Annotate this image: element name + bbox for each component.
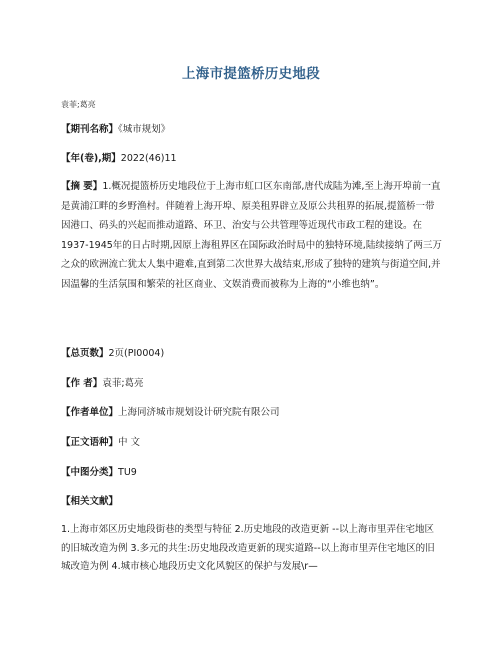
journal-field <box>61 120 442 140</box>
related-label: 【相关文献】 <box>61 496 119 507</box>
abstract-field <box>61 177 442 295</box>
affiliation-label: 【作者单位】 <box>61 407 119 418</box>
author-label: 【作 者】 <box>61 378 103 389</box>
related-heading <box>61 492 442 512</box>
author-value: 袁菲;葛亮 <box>102 378 144 389</box>
language-field <box>61 433 442 453</box>
pages-value: 2页(PI0004) <box>108 348 165 359</box>
journal-value: 《城市规划》 <box>118 124 171 135</box>
language-label: 【正文语种】 <box>61 437 119 448</box>
language-value: 中 文 <box>118 437 141 448</box>
classification-field <box>61 463 442 483</box>
related-references: 1.上海市郊区历史地段街巷的类型与特征 2.历史地段的改造更新 --以上海市里弄住宅地区的旧城改造为例 3.多元的共生:历史地段改造更新的现实道路--以上海市里弄住宅地区的旧城改造为例 4.城市核心地段历史文化风貌区的保护与发展\r— <box>61 524 435 572</box>
year-issue-value: 2022(46)11 <box>120 153 177 164</box>
classification-value: TU9 <box>118 467 137 478</box>
abstract-label: 【摘 要】 <box>61 181 103 192</box>
affiliation-value: 上海同济城市规划设计研究院有限公司 <box>118 407 280 418</box>
classification-label: 【中图分类】 <box>61 467 119 478</box>
journal-label: 【期刊名称】 <box>61 124 119 135</box>
author-field <box>61 374 442 394</box>
authors-line: 袁菲;葛亮 <box>61 100 96 109</box>
pages-field <box>61 344 442 364</box>
affiliation-field <box>61 403 442 423</box>
abstract-text: 1.概况提篮桥历史地段位于上海市虹口区东南部,唐代成陆为滩,至上海开埠前一直是黄浦江畔的乡野渔村。伴随着上海开埠、原美租界辟立及原公共租界的拓展,提篮桥一带因港口、码头的兴起而推动道路、环卫、治安与公共管理等近现代市政工程的建设。在1937-1945年的日占时期,因原上海租界区在国际政治时局中的独特环境,陆续接纳了两三万之众的欧洲流亡犹太人集中避难,直到第二次世界大战结束,形成了独特的建筑与街道空间,并因温馨的生活氛围和繁荣的社区商业、文娱消费而被称为上海的“小维也纳”。 <box>61 181 442 290</box>
year-issue-field <box>61 149 442 169</box>
document-title: 上海市提篮桥历史地段 <box>182 66 320 82</box>
year-issue-label: 【年(卷),期】 <box>61 153 121 164</box>
pages-label: 【总页数】 <box>61 348 109 359</box>
